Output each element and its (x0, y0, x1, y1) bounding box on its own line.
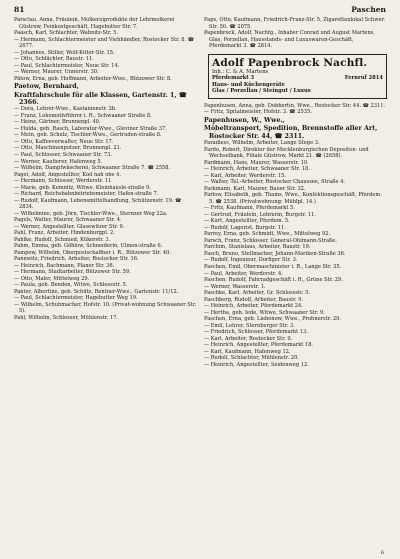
directory-entry: Pahm, Emma, geb. Göhlow, Schneiderin, Ulmen-straße 6. (14, 243, 163, 250)
directory-entry: — Hertha, geb. Iede, Witwe, Schwaaner Str. 9. (204, 309, 325, 316)
ad-title: Adolf Papenbrock Nachfl. (212, 56, 368, 69)
directory-entry: Pätow, Erna, geb. Hoffmann, Arbeiter-Wwe., Bützower Str. 8. (14, 75, 172, 82)
directory-entry: — Rudolf, Kaufmann, Lebensmittelhandlung, Schützenstr. 19. ☎ 2834. (14, 197, 182, 211)
directory-entry: Parsclau, Anna, Fräulein, Molkereiprodukte der Lehrmolkerei Güstrow, Feinkostgeschäft, Hagebutter Str. 7. (14, 17, 175, 30)
directory-entry: Pahl, Franz, Arbeiter, Hindenburgpl. 2. (14, 230, 115, 237)
directory-entry: Paps, Otto, Kaufmann, Friedrich-Franz-Str. 5, Zigarettenlokal Schwer. Str. 50. ☎ 2075. (204, 17, 386, 30)
directory-entry: — Karl, Arbeiter, Rostocker Str. 9. (204, 335, 293, 342)
directory-entry: Paradiess, Wilhelm, Arbeiter, Lange Stege 3. (204, 140, 320, 147)
directory-entry: Pagels, Walter, Maurer, Schwaaner Str. 4. (14, 217, 122, 224)
running-head: Paschen (351, 5, 386, 14)
directory-entry: — Friedrich, Schlosser, Pferdemarkt 13. (204, 329, 308, 336)
directory-entry: — Paul, Arbeiter, Werderstr. 4. (204, 270, 283, 277)
left-column (14, 17, 197, 553)
directory-entry: — Gertrud, Fräulein, Lehrerin, Burgstr. 11. (204, 211, 316, 218)
directory-entry: — Emil, Lehrer, Sternberger Str. 3. (204, 322, 295, 329)
directory-entry: — Rudolf, Lagerist, Burgstr. 11. (204, 224, 286, 231)
directory-entry: — Heinrich, Angestellter, Pferdemarkt 18. (204, 342, 314, 349)
directory-entry: Papenhusen, Anna, geb. Dobbertin, Wwe., Rostocker Str. 44. ☎ 2311. (204, 102, 386, 109)
directory-entry: Pasch, Bruno, Stellmacher, Johann-Mariken-Straße 36. (204, 250, 346, 257)
bold-entry: Papenhusen, W., Wwe., (204, 116, 285, 124)
directory-entry: — Richard, Reichsbahnbetriebsmeister, Hafen-straße 7. (14, 191, 159, 198)
page-number: 81 (14, 5, 25, 14)
directory-entry: — Heinrich, Arbeiter, Schwaaner Str. 18. (204, 166, 310, 173)
right-column-entries (204, 103, 387, 368)
directory-entry: — Mein, geb. Schulz, Tischler-Wwe., Gertruden-straße 8. (14, 132, 162, 139)
directory-entry: — Werner, Kaufierer, Hafenweg 5. (14, 158, 103, 165)
directory-entry: — Heinrich, Arbeiter, Pferdemarkt 24. (204, 303, 303, 310)
ad-phone: Fernruf 2814 (344, 75, 383, 82)
ad-line-2: Glas / Porzellan / Steingut / Luxus (212, 88, 311, 95)
directory-entry: — Rudolf, Schlachter, Mühlenstr. 20. (204, 355, 299, 362)
directory-entry: — Dora, Lehrer-Wwe., Kastanienstr. 2b. (14, 106, 117, 113)
ad-owners: Inh.: C. & A. Martens (212, 68, 269, 75)
directory-entry: — Wilhelm, Schuhmacher, Hofstr. 10. (Privat-wohnung Schwaaner Str. 5). (14, 301, 197, 315)
directory-entry: — Franz, Lokomotivführer i. R., Schwaaner Straße 8. (14, 112, 152, 119)
directory-entry: Papenbrock, Adolf, Nachfg., Inhaber Conrad und August Martens, Glas, Porzellan, Hausstands- und Luxuswaren-Geschäft, Pferdemarkt 3. ☎ 2814. (204, 30, 375, 50)
directory-entry: Paschen, Erna, geb. Liebenow, Wwe., Prohnerstr. 29. (204, 316, 341, 323)
ad-line-1: Haus- und Küchengeräte (212, 81, 285, 88)
directory-entry: Parchim, Stanislaus, Arbeiter, Baustr. 19. (204, 244, 311, 251)
directory-entry: Pagel, Adolf, Angestellter, Kiel nah obe 4. (14, 171, 122, 178)
directory-entry: — Hulda, geb. Rasch, Laboratur-Wwe., Gleviner Straße 37. (14, 125, 167, 132)
directory-entry: — Kurt, Angestellter, Pferdem. 5. (204, 218, 290, 225)
bold-entry: Möbeltransport, Spedition, Brennstoffe aller Art, Rostocker Str. 44, ☎ 2311. (204, 125, 378, 140)
right-column-top-entries (204, 17, 387, 50)
directory-entry: Parkmann, Karl, Maurer, Bauer Str. 32. (204, 185, 306, 192)
directory-entry: — Hermann, Schlachtermeister und Viehhändler, Rostocker Str. 8. ☎ 2677. (14, 36, 195, 50)
directory-entry: — Paul, Schlachtermeister, Neue Str. 14. (14, 62, 120, 69)
directory-entry: Paschberg, Rudolf, Arbeiter, Baustr. 9. (204, 296, 304, 303)
directory-entry: Pahlke, Rudolf, Schmied, Kükerstr. 3. (14, 236, 111, 243)
directory-entry: Parrey, Erna, geb. Schmidt, Wwe., Mittelweg 92. (204, 231, 331, 238)
directory-entry: Pardmann, Hans, Maurer, Wasserstr. 10. (204, 159, 309, 166)
directory-entry: — Heinz, Gärtner, Brunnenpl. 40. (14, 119, 101, 126)
page-header (14, 5, 386, 14)
directory-entry: — Rudolf, Ingenieur, Dorfiger Str. 3. (204, 257, 298, 264)
directory-entry: — Hermann, Schlosser, Werderstr. 11. (14, 178, 113, 185)
directory-entry: Paschen, Rudolf, Fahrradgeschäft i. R., Grüne Str. 29. (204, 277, 343, 284)
directory-entry: — Heinrich, Angestellter, Seidenweg 12. (204, 361, 309, 368)
directory-entry: Pahl, Wilhelm, Schlosser, Mühlenstr. 17. (14, 314, 119, 321)
directory-entry: — Otto, Maler, Mittelweg 29. (14, 275, 90, 282)
directory-entry: — Paul, Schlachtermeister, Hagebutter Weg 19. (14, 295, 138, 302)
directory-entry: — Heinrich, Bachmann, Planer Str. 36. (14, 262, 115, 269)
directory-entry: Parsch, Franz, Schlosser, General-Ohlmann-Straße. (204, 237, 338, 244)
directory-entry: Paasch, Karl, Schlachter, Wabnitz-Str. 5. (14, 30, 118, 37)
directory-entry: — Wilhelmine, geb. Jörn, Tischler-Wwe., Sternzer Weg 22a. (14, 210, 168, 217)
directory-entry: Pampow, Wilhelm, Oberpostschaffner i. R., Bützower Str. 40. (14, 249, 171, 256)
directory-entry: — Otto, Maschinenputzer, Brunnenpl. 21. (14, 145, 122, 152)
directory-entry: — Otto, Kaffeeverwalter, Neue Str. 17. (14, 138, 114, 145)
directory-entry: — Hermann, Stadtarbeiter, Bützower Str. 59. (14, 269, 131, 276)
directory-entry: — Marie, geb. Kemnitz, Witwe, Kleinhausle-straße 9. (14, 184, 151, 191)
directory-entry: Parlow, Elisabeth, geb. Thams, Wwe., Konfektionsgeschäft, Pferdem. 5. ☎ 2538. (Privatwohnung: Mühlpl. 14.) (204, 192, 382, 205)
directory-entry: — Paul, Schlosser, Schwaaner Str. 73. (14, 151, 112, 158)
directory-entry: — Karl, Arbeiter, Werderstr. 15. (204, 172, 286, 179)
directory-entry: Pardo, Robert, Direktor der Mecklenburgischen Depositen- und Wechselbank, Filiale Güstrow, Markt 21. ☎ (2658). (204, 146, 369, 160)
directory-entry: — Wilhelm, Dampfwäscherei, Schwaaner Straße 7. ☎ 2558. (14, 165, 171, 172)
directory-entry: Pannwitz, Friedrich, Arbeiter, Rostocker Str. 16. (14, 256, 139, 263)
bold-entry: Kraftfahrschule für alle Klassen, Gartenstr. 1, ☎ 2366. (14, 91, 187, 106)
directory-entry: Panter, Albertine, geb. Schütz, Rentner-Wwe., Gartenstr. 11/12. (14, 288, 179, 295)
ad-address: Pferdemarkt 3 (212, 75, 255, 82)
directory-entry: — Karl, Kaufmann, Hafenweg 12. (204, 348, 291, 355)
directory-entry: — Fritz, Spitalmeister, Hofstr. 3. ☎ 2535. (204, 109, 312, 116)
directory-entry: — Johannes, Stiller, Wolf-Kitter-Str. 15. (14, 49, 115, 56)
right-column (204, 17, 387, 553)
directory-entry: — Otto, Schlächter, Baustr. 11. (14, 56, 94, 63)
directory-entry: Paschen, Emil, Obermaschinister i. R., Lange Str. 35. (204, 264, 342, 270)
bold-entry: Paetow, Bernhard, (14, 83, 79, 91)
directory-entry: — Werner, Maurer, Unnerstr. 30. (14, 69, 99, 76)
directory-entry: — Werner, Wasserstr. 1. (204, 283, 266, 290)
directory-entry: Paschke, Karl, Arbeiter, Gr. Schlossstr. 5. (204, 290, 311, 297)
footer-mark: 6 (380, 550, 384, 556)
directory-entry: — Werner, Angestellter, Glasewitzer Str. 9. (14, 223, 125, 230)
directory-entry: — Fritz, Kaufmann, Pferdemarkt 5. (204, 205, 295, 212)
directory-entry: — Paula, geb. Benden, Witwe, Schlossstr. 5. (14, 282, 128, 289)
advertisement-box (208, 54, 387, 99)
directory-entry: — Walter, Tel.-Arbeiter, Rostocker Chaussee, Straße 4. (204, 179, 346, 186)
